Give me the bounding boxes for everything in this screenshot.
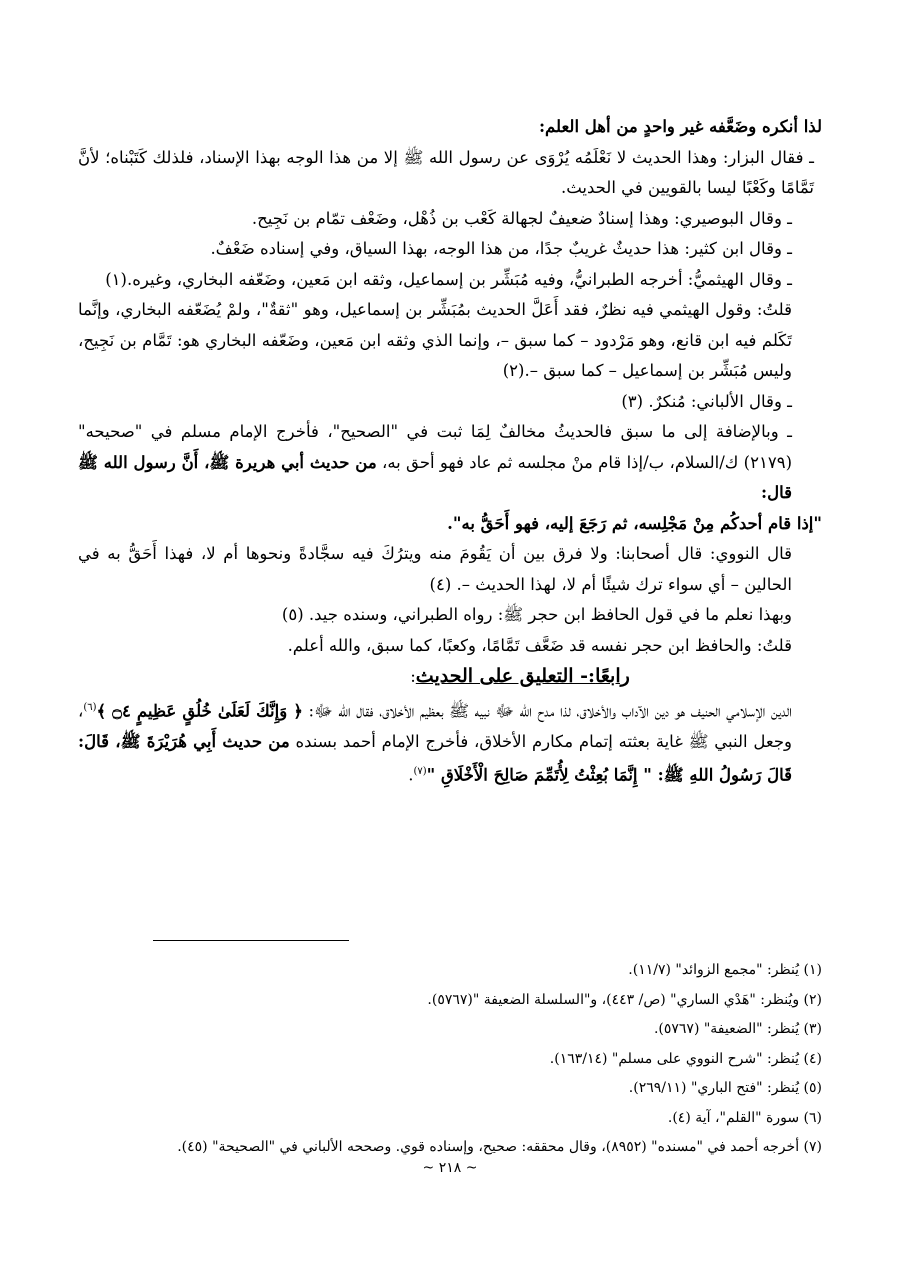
hadith-text: "إذا قام أحدكُم مِنْ مَجْلِسه، ثم رَجَعَ إليه، فهو أَحَقُّ به". — [447, 513, 822, 533]
religion-text-1: الدين الإسلامي الحنيف هو دين الآداب والأخلاق، لذا مدح الله ﷻ نبيه ﷺ بعظيم الأخلاق، فقال الله ﷻ: — [302, 701, 792, 720]
religion-hadith: من حديث أَبِي هُرَيْرَةَ ﷺ، قَالَ: قَالَ رَسُولُ اللهِ ﷺ: " إِنَّمَا بُعِثْتُ لِأُتَمِّمَ صَالِحَ الْأَخْلَاقِ " — [78, 731, 792, 785]
busiri-paragraph: ـ وقال البوصيري: وهذا إسنادٌ ضعيفٌ لجهالة كَعْب بن ذُهْل، وضَعْف تمّام بن نَجِيح. — [251, 208, 792, 228]
addition-paragraph — [78, 417, 822, 509]
footnote-1: (١) يُنظر: "مجمع الزوائد" (١١/٧). — [628, 962, 822, 978]
religion-end: . — [408, 765, 414, 785]
footnote-2: (٢) ويُنظر: "هَدْي الساري" (ص/ ٤٤٣)، و"السلسلة الضعيفة "(٥٧٦٧). — [427, 991, 822, 1008]
heading-number: رابعًا — [595, 665, 630, 687]
albani-paragraph: ـ وقال الألباني: مُنكرٌ. (٣) — [621, 391, 792, 411]
religion-text-2: ، وجعل النبي ﷺ غاية بعثته إتمام مكارم الأخلاق، فأخرج الإمام أحمد بسنده — [78, 701, 792, 751]
footnote-3: (٣) يُنظر: "الضعيفة" (٥٧٦٧). — [653, 1021, 822, 1037]
quran-verse: ﴿ وَإِنَّكَ لَعَلَىٰ خُلُقٍ عَظِيمٍ ۝٤ ﴾ — [96, 701, 303, 720]
ibn-hajar-paragraph: وبهذا نعلم ما في قول الحافظ ابن حجر ﷺ: رواه الطبراني، وسنده جيد. (٥) — [281, 605, 792, 624]
bazzar-paragraph: ـ فقال البزار: وهذا الحديث لا نَعْلَمُه يُرْوَى عن رسول الله ﷺ إلا من هذا الوجه بهذا الإسناد، فلذلك كَتَبْناه؛ لأنَّ تَمَّامًا وكَعْبًا ليسا بالقويين في الحديث. — [78, 147, 814, 197]
footnotes — [78, 956, 822, 1163]
footnote-ref-6: (٦) — [83, 701, 97, 713]
footnote-separator — [153, 940, 349, 941]
footnote-6: (٦) سورة "القلم"، آية (٤). — [667, 1109, 822, 1126]
addition-text: ـ وبالإضافة إلى ما سبق فالحديثُ مخالفٌ لِمَا ثبت في "الصحيح"، فأخرج الإمام مسلم في "صحيحه" (٢١٧٩) ك/السلام، ب/إذا قام منْ مجلسه ثم عاد فهو أحق به، — [78, 422, 793, 472]
footnote-7: (٧) أخرجه أحمد في "مسنده" (٨٩٥٢)، وقال محققه: صحيح، وإسناده قوي. وصححه الألباني في "الصحيحة" (٤٥). — [177, 1139, 822, 1155]
haythami-paragraph: ـ وقال الهيثميُّ: أخرجه الطبرانيُّ، وفيه مُبَشِّر بن إسماعيل، وثقه ابن مَعين، وضَعّفه البخاري، وغيره.(١) — [105, 269, 792, 289]
footnote-ref-7: (٧) — [413, 766, 427, 777]
footnote-4: (٤) يُنظر: "شرح النووي على مسلم" (١٦٣/١٤). — [549, 1050, 822, 1067]
footnote-5: (٥) يُنظر: "فتح الباري" (٢٦٩/١١). — [628, 1080, 822, 1096]
main-text — [78, 112, 822, 791]
heading-title: :- التعليق على الحديث — [415, 665, 596, 687]
qultu-paragraph-1: قلتُ: وقول الهيثمي فيه نظرٌ، فقد أَعَلَّ الحديث بمُبَشِّر بن إسماعيل، وهو "ثقةٌ"، ولمْ يُضَعّفه البخاري، وإنَّما تَكَلم فيه ابن قانع، وهو مَرْدود – كما سبق –، وإنما الذي وثقه ابن مَعين، وضَعّفه البخاري هو: تَمَّام بن نَجِيح، وليس مُبَشِّر بن إسماعيل – كما سبق –.(٢) — [78, 300, 792, 380]
nawawi-paragraph: قال النووي: قال أصحابنا: ولا فرق بين أن يَقُومَ منه ويترُكَ فيه سجَّادةً ونحوها أم لا، فهذا أَحَقُّ به في الحالين – أي سواء ترك شيئًا أم لا، لهذا الحديث –. (٤) — [78, 544, 792, 594]
page-number: ~ ٢١٨ ~ — [422, 1160, 478, 1176]
ibn-kathir-paragraph: ـ وقال ابن كثير: هذا حديثٌ غريبٌ جدًا، من هذا الوجه، بهذا السياق، وفي إسناده ضَعْفٌ. — [210, 239, 792, 258]
addition-bold-text: من حديث أبي هريرة ﷺ، أَنَّ رسول الله ﷺ قال: — [78, 452, 792, 502]
qultu-paragraph-2: قلتُ: والحافظ ابن حجر نفسه قد ضَعَّف تَمَّامًا، وكعبًا، كما سبق، والله أعلم. — [287, 635, 792, 655]
religion-paragraph — [78, 693, 822, 792]
section-heading — [78, 661, 822, 693]
intro-line: لذا أنكره وضَعَّفه غير واحدٍ من أهل العلم: — [538, 117, 822, 136]
heading-colon: : — [410, 667, 416, 686]
